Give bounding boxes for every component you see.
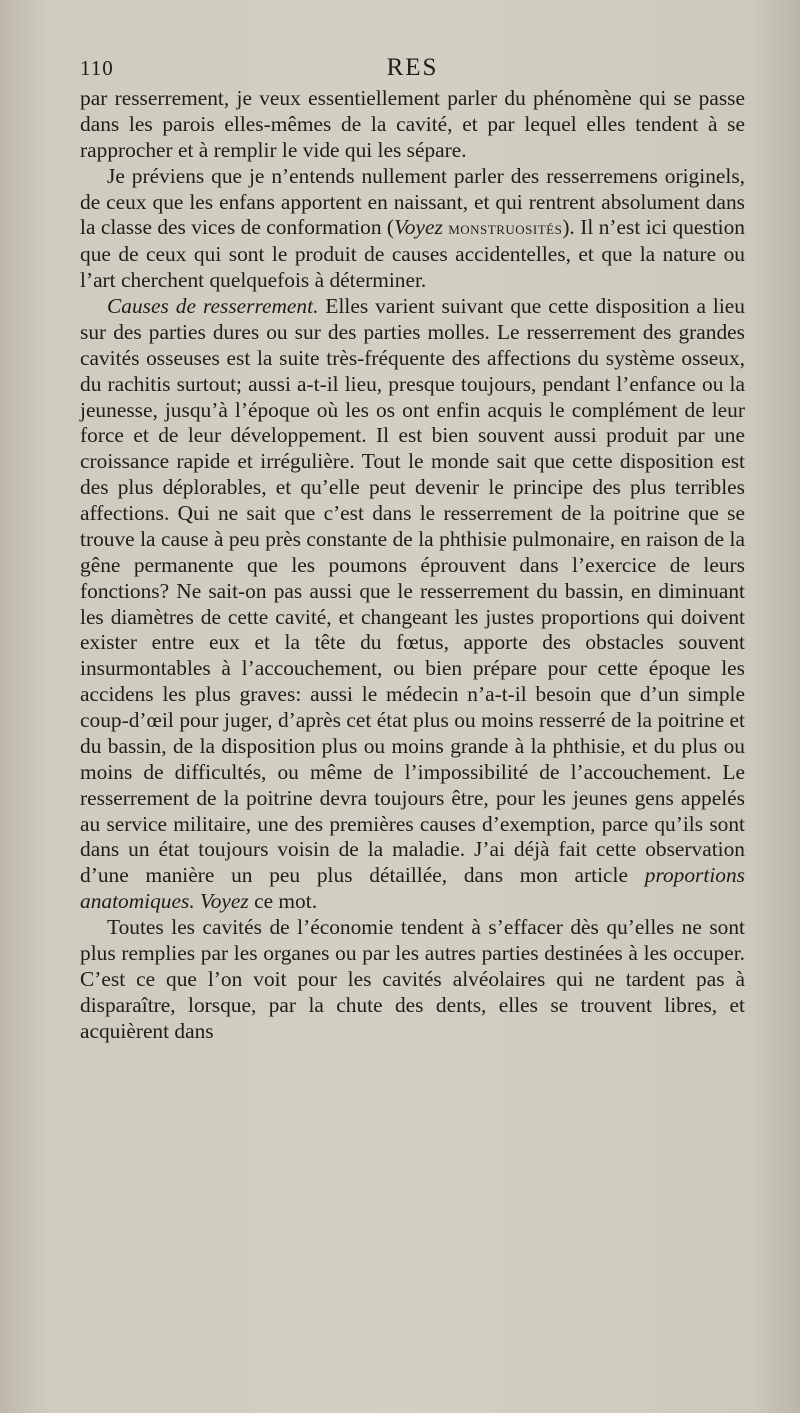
text-run: Toutes les cavités de l’économie tendent à s’effacer dès qu’elles ne sont plus remplies par les organes ou par les autres parties destinées à les occuper. C’est ce que l’on voit pour les cavités alvéolaires qui ne tardent pas à disparaître, lorsque, par la chute des dents, elles se trouvent libres, et acquièrent dans (80, 915, 745, 1043)
paragraph (80, 294, 745, 915)
italic-run: Voyez (394, 215, 443, 240)
italic-run: Voyez (200, 889, 249, 914)
text-run: ce mot. (248, 889, 318, 914)
text-run: ). Il n’est ici question que de ceux qui sont le produit de causes accidentelles, et que la nature ou l’art cherchent quelquefois à déterminer. (80, 215, 745, 293)
page-header (80, 56, 745, 88)
page-number: 110 (80, 56, 114, 80)
text-run: par resserrement, je veux essentiellement parler du phénomène qui se passe dans les parois elles-mêmes de la cavité, et par lequel elles tendent à se rapprocher et à remplir le vide qui les sépare. (80, 86, 745, 162)
body-text (80, 86, 745, 1044)
running-head: RES (386, 54, 439, 81)
text-run: Je préviens que je n’entends nullement parler des resserremens originels, de ceux que les enfans apportent en naissant, et qui rentrent absolument dans la classe des vices de conformation ( (80, 163, 745, 240)
text-run: Elles varient suivant que cette disposition a lieu sur des parties dures ou sur des parties molles. Le resserrement des grandes cavités osseuses est la suite très-fréquente des affections du système osseux, du rachitis surtout; aussi a-t-il lieu, presque toujours, pendant l’enfance ou la jeunesse, jusqu’à l’époque où les os ont enfin acquis le complément de leur force et de leur développement. Il est bien souvent aussi produit par une croissance rapide et irrégulière. Tout le monde sait que cette disposition est des plus déplorables, et qu’elle peut devenir le principe des plus terribles affections. Qui ne sait que c’est dans le resserrement de la poitrine que se trouve la cause à peu près constante de la phthisie pulmonaire, en raison de la gêne permanente que les poumons éprouvent dans l’exercice de leurs fonctions? Ne sait-on pas aussi que le resserrement du bassin, en diminuant les diamètres de cette cavité, et changeant les justes proportions qui doivent exister entre eux et la tête du fœtus, apporte des obstacles souvent insurmontables à l’accouchement, ou bien prépare pour cette époque les accidens les plus graves: aussi le médecin n’a-t-il besoin que d’un simple coup-d’œil pour juger, d’après cet état plus ou moins resserré de la poitrine et du bassin, de la disposition plus ou moins grande à la phthisie, et du plus ou moins de difficultés, ou même de l’impossibilité de l’accouchement. Le resserrement de la poitrine devra toujours être, pour les jeunes gens appelés au service militaire, une des premières causes d’exemption, parce qu’ils sont dans un état toujours voisin de la maladie. J’ai déjà fait cette observation d’une manière un peu plus détaillée, dans mon article (80, 294, 745, 888)
paragraph (80, 86, 745, 164)
italic-run: proportions anatomiques. (80, 863, 745, 914)
paragraph (80, 915, 745, 1044)
italic-run: Causes de resserrement. (107, 294, 319, 318)
paragraph (80, 164, 745, 294)
small-caps-run: monstruosités (448, 218, 563, 239)
